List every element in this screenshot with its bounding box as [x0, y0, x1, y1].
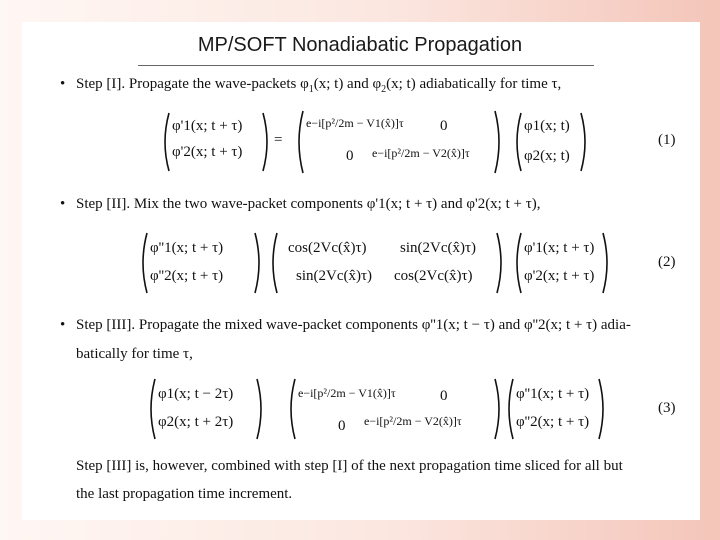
eq2-matrix-right-bracket	[496, 232, 506, 294]
step-1-text: Step [I]. Propagate the wave-packets $\varphi_1(x$; t) and $\varphi_2(x$; t) adiabatically for time τ,	[76, 76, 562, 95]
eq3-matrix-right-bracket	[494, 378, 504, 440]
eq1-matrix-left-bracket	[294, 110, 304, 174]
bullet-step-1: •	[60, 76, 66, 92]
eq3-matrix-left-bracket	[286, 378, 296, 440]
eq1-lhs-right-bracket	[262, 112, 272, 172]
eq2-rhs-row1: φ'1(x; t + τ)	[524, 240, 595, 256]
eq1-matrix-r1c2: 0	[440, 118, 448, 134]
eq3-lhs-right-bracket	[256, 378, 266, 440]
bullet-step-2: •	[60, 196, 66, 212]
step-2-text: Step [II]. Mix the two wave-packet components φ'1(x; t + τ) and φ'2(x; t + τ),	[76, 196, 541, 212]
eq1-rhs-right-bracket	[580, 112, 590, 172]
eq2-lhs-row1: φ''1(x; t + τ)	[150, 240, 224, 256]
eq1-matrix-r1c1: e−i[p²/2m − V1(x̂)]τ	[306, 116, 404, 130]
eq2-matrix-r1c2: sin(2Vc(x̂)τ)	[400, 240, 477, 256]
eq1-lhs-left-bracket	[160, 112, 170, 172]
eq2-number: (2)	[658, 254, 676, 270]
eq3-lhs-left-bracket	[146, 378, 156, 440]
eq1-rhs-row1: φ1(x; t)	[524, 118, 570, 134]
eq3-matrix-r2c1: 0	[338, 418, 346, 434]
eq3-number: (3)	[658, 400, 676, 416]
step-3-text-line2: batically for time τ,	[76, 346, 193, 362]
eq2-rhs-right-bracket	[602, 232, 612, 294]
eq2-lhs-right-bracket	[254, 232, 264, 294]
eq2-matrix-r1c1: cos(2Vc(x̂)τ)	[288, 240, 367, 256]
eq3-matrix-r1c2: 0	[440, 388, 448, 404]
eq3-rhs-row1: φ''1(x; t + τ)	[516, 386, 590, 402]
eq3-matrix-r1c1: e−i[p²/2m − V1(x̂)]τ	[298, 386, 396, 400]
title-underline	[138, 65, 594, 66]
eq1-lhs-row1: φ'1(x; t + τ)	[172, 118, 243, 134]
eq1-equals: =	[274, 132, 283, 148]
eq1-matrix-r2c2: e−i[p²/2m − V2(x̂)]τ	[372, 146, 470, 160]
step-3-text-line1: Step [III]. Propagate the mixed wave-packet components φ''1(x; t − τ) and φ''2(x; t + τ) adia-	[76, 317, 631, 333]
eq1-matrix-right-bracket	[494, 110, 504, 174]
eq2-lhs-left-bracket	[138, 232, 148, 294]
closing-text-line2: the last propagation time increment.	[76, 486, 293, 502]
eq3-rhs-left-bracket	[504, 378, 514, 440]
eq2-matrix-r2c2: cos(2Vc(x̂)τ)	[394, 268, 473, 284]
eq1-matrix-r2c1: 0	[346, 148, 354, 164]
eq2-matrix-left-bracket	[268, 232, 278, 294]
eq3-lhs-row1: φ1(x; t − 2τ)	[158, 386, 234, 402]
eq2-lhs-row2: φ''2(x; t + τ)	[150, 268, 224, 284]
eq1-rhs-left-bracket	[512, 112, 522, 172]
closing-text-line1: Step [III] is, however, combined with step [I] of the next propagation time sliced for all but	[76, 458, 623, 474]
eq3-rhs-row2: φ''2(x; t + τ)	[516, 414, 590, 430]
eq2-rhs-row2: φ'2(x; t + τ)	[524, 268, 595, 284]
eq1-lhs-row2: φ'2(x; t + τ)	[172, 144, 243, 160]
bullet-step-3: •	[60, 317, 66, 333]
eq1-rhs-row2: φ2(x; t)	[524, 148, 570, 164]
eq3-matrix-r2c2: e−i[p²/2m − V2(x̂)]τ	[364, 414, 462, 428]
eq3-rhs-right-bracket	[598, 378, 608, 440]
eq3-lhs-row2: φ2(x; t + 2τ)	[158, 414, 234, 430]
page-title: MP/SOFT Nonadiabatic Propagation	[197, 34, 523, 56]
eq2-rhs-left-bracket	[512, 232, 522, 294]
eq2-matrix-r2c1: sin(2Vc(x̂)τ)	[296, 268, 373, 284]
eq1-number: (1)	[658, 132, 676, 148]
